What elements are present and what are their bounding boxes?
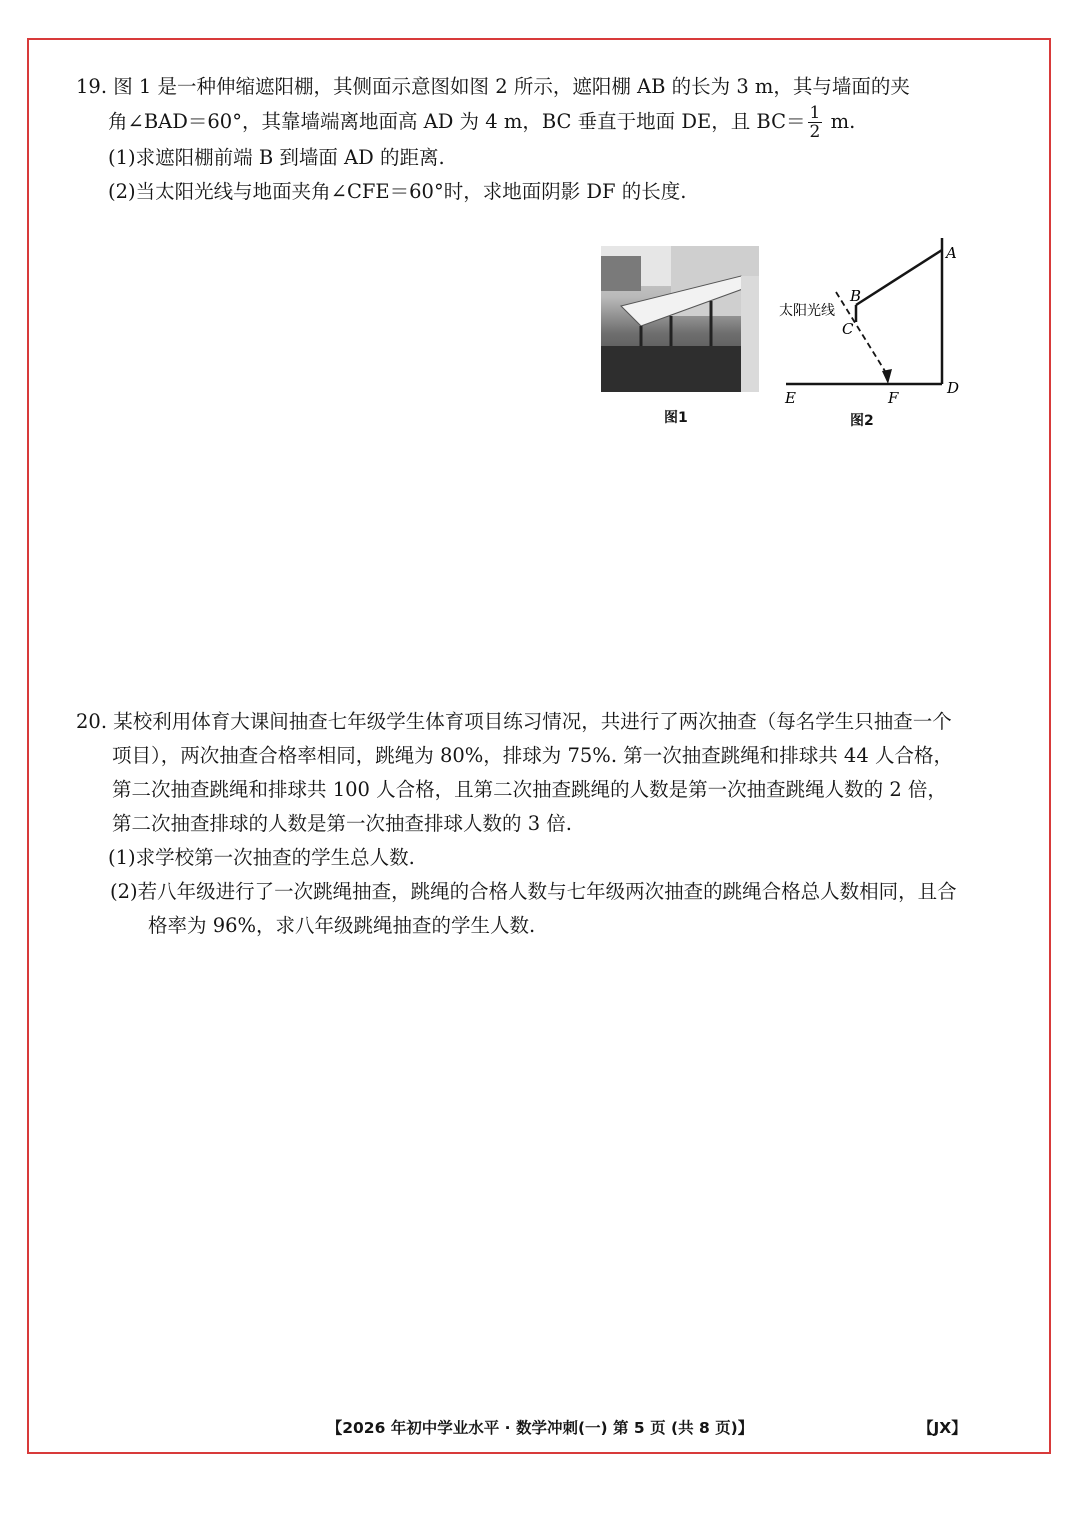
q19-line1: 19. 图 1 是一种伸缩遮阳棚，其侧面示意图如图 2 所示，遮阳棚 AB 的长为 3 m，其与墙面的夹 [76, 75, 910, 98]
q19-line2a: 角∠BAD＝60°，其靠墙端离地面高 AD 为 4 m，BC 垂直于地面 DE，且 BC＝ [108, 110, 806, 133]
sunlight-label: 太阳光线 [779, 303, 835, 319]
figure-1-awning-photo [601, 246, 759, 392]
sunlight-arrowhead [882, 369, 892, 384]
q20-body: 20. 某校利用体育大课间抽查七年级学生体育项目练习情况，共进行了两次抽查（每名学生只抽查一个项目），两次抽查合格率相同，跳绳为 80%，排球为 75%. 第一次抽查跳绳和排球共 44 人合格，第二次抽查跳绳和排球共 100 人合格，且第二次抽查跳绳的人数是第一次抽查跳绳人数的 2 倍，第二次抽查排球的人数是第一次抽查排球人数的 3 倍. [76, 710, 953, 835]
page-footer: 【2026 年初中学业水平 · 数学冲刺(一) 第 5 页 (共 8 页)】 [326, 1419, 754, 1437]
q19-line2 [76, 104, 966, 141]
label-B: B [850, 287, 862, 305]
fraction-numerator: 1 [809, 103, 821, 123]
label-D: D [947, 379, 960, 397]
footer-tag: 【JX】 [918, 1419, 967, 1437]
q19-sub2: (2)当太阳光线与地面夹角∠CFE＝60°时，求地面阴影 DF 的长度. [108, 180, 687, 203]
label-E: E [785, 389, 796, 407]
label-A: A [946, 244, 957, 262]
question-20 [76, 705, 966, 943]
awning-line-AB [856, 250, 942, 305]
figure-1-caption: 图1 [664, 410, 688, 426]
label-F: F [888, 389, 899, 407]
label-C: C [842, 320, 854, 338]
fraction-half [808, 104, 823, 141]
fraction-denominator: 2 [809, 122, 821, 142]
q20-sub2: (2)若八年级进行了一次跳绳抽查，跳绳的合格人数与七年级两次抽查的跳绳合格总人数相同，且合格率为 96%，求八年级跳绳抽查的学生人数. [110, 880, 957, 937]
q19-sub1: (1)求遮阳棚前端 B 到墙面 AD 的距离. [108, 146, 445, 169]
q19-line2b: m. [824, 110, 856, 133]
figure-2-caption: 图2 [850, 413, 874, 429]
figure-2-diagram [770, 230, 970, 410]
q20-sub1: (1)求学校第一次抽查的学生总人数. [108, 846, 415, 869]
question-19 [76, 70, 966, 209]
